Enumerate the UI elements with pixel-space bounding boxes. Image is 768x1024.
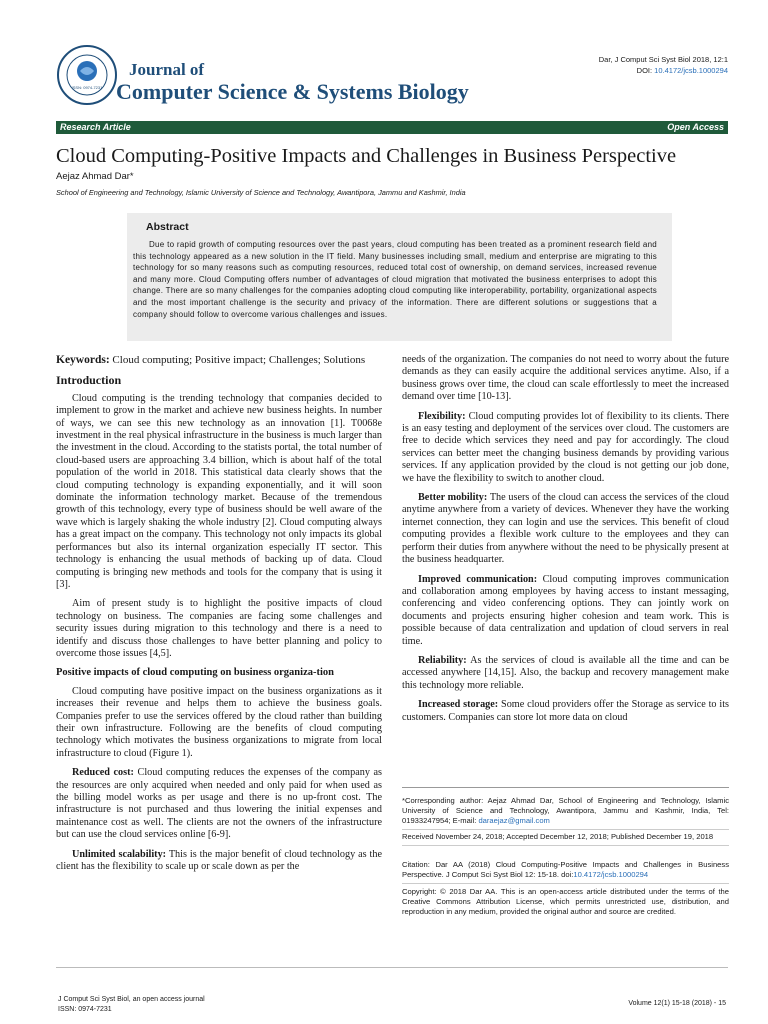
paragraph: Cloud computing is the trending technology that companies decided to implement to grow in the market and achieve new business heights. In number of ways, we can see this new technology as an innovation [1]. T0068e investment in the real physical infrastructure in the business is much larger than the investment in the cloud. According to the statists portal, the total number of cloud-based users are approaching 3.4 billion, which is about half of the total population of the world in 2018. This statistical data clearly shows that the cloud computing technology is expanding exponentially, and it will soon dominate the information technology market. Because of the tremendous growth of this technology, every type of business should be well aware of the wave which is largely shaking the whole industry [2]. Cloud computing always has a great impact on the company. This technology not only impacts its global performances but also its internal organization especially IT sector. This technology is enhancing the usual methods of backing up of data. Cloud computing is bringing new methods and tools for the company that is using it [3].: [56, 392, 382, 590]
paragraph: [402, 699, 729, 724]
dates-note: [402, 832, 729, 846]
article-type-bar: [56, 121, 728, 134]
copyright-note: Copyright: © 2018 Dar AA. This is an open-access article distributed under the terms of the Creative Commons Attribution License, which permits unrestricted use, distribution, and reproduction in any medium, provided the original author and source are credited.: [402, 887, 729, 916]
header-citation: Dar, J Comput Sci Syst Biol 2018, 12:1: [598, 55, 728, 64]
citation-doi-link[interactable]: 10.4172/jcsb.1000294: [573, 870, 649, 879]
abstract-heading: Abstract: [146, 221, 189, 233]
citation-text: Citation: Dar AA (2018) Cloud Computing-Positive Impacts and Challenges in Business Perspective. J Comput Sci Syst Biol 12: 15-18. doi:: [402, 860, 729, 879]
paragraph: [402, 574, 729, 648]
journal-logo: [56, 44, 118, 106]
reduced-cost-text: Cloud computing reduces the expenses of the company as the resources are only acquired when needed and only paid for when used as the billing model works as per usage and there is no up-front cost. The infrastructure is not purchased and thus lowering the initial expenses and maintenance cost as well. The clients are not the owners of the infrastructure but can use the cloud services online [6-9].: [56, 767, 383, 841]
paragraph: [402, 655, 729, 692]
better-mobility-label: Better mobility:: [418, 492, 488, 504]
article-title: Cloud Computing-Positive Impacts and Challenges in Business Perspective: [56, 145, 677, 167]
header-doi: [637, 66, 728, 75]
unlimited-scalability-label: Unlimited scalability:: [72, 848, 167, 860]
paragraph: needs of the organization. The companies do not need to worry about the future demands as they can easily acquire the additional services anytime. Also, if a business grows over time, the cloud can scale effortlessly to meet the increased demand over time [10-13].: [402, 354, 729, 403]
reliability-label: Reliability:: [418, 654, 467, 666]
research-article-label: Research Article: [60, 122, 131, 132]
improved-communication-text: Cloud computing improves communication and collaboration among employees by having access to instant messaging, conferencing and video conferencing options. They can jointly work on documents and projects ensuring higher cohesion and team work. This is possible because of data centralization and updation of cloud servers in real time.: [402, 573, 729, 647]
increased-storage-text: Some cloud providers offer the Storage as service to its customers. Companies can store lot more data on cloud: [402, 699, 729, 723]
reduced-cost-label: Reduced cost:: [72, 767, 134, 779]
logo-issn-text: ISSN: 0974-7231: [71, 85, 103, 90]
open-access-label: Open Access: [667, 122, 724, 132]
keywords-text: Cloud computing; Positive impact; Challenges; Solutions: [112, 354, 366, 366]
flexibility-text: Cloud computing provides lot of flexibility to its clients. There is an easy testing and deployment of the services over cloud. The customers are free to decide which services they need and pay for accordingly. The cloud services can better meet the changing business demands by providing various services. If any application provided by the cloud is not getting our job done, we have the flexibility to switch to another cloud.: [402, 410, 730, 484]
footer-volume-page: Volume 12(1) 15-18 (2018) - 15: [628, 1000, 726, 1007]
improved-communication-label: Improved communication:: [418, 573, 538, 585]
body-column-left: [56, 354, 382, 880]
dates-text: Received November 24, 2018; Accepted December 12, 2018; Published December 19, 2018: [402, 832, 714, 841]
abstract-text: Due to rapid growth of computing resources over the past years, cloud computing has been treated as a prominent research field and this technology appeared as a new solution in the IT field. Many businesses including small, medium and enterprise are migrating to this technology for so many reasons such as computing resources, reduced total cost of ownership, on demand services, increased revenue and many more. Cloud Computing offers number of advantages of cloud migration that motivated the business enterprises to adopt this change. There are so many challenges for the companies adopting cloud computing like interoperability, portability, organizational aspects and the most important challenge is the security and privacy of the information. There are different solutions or suggestions that a company should follow to overcome various challenges and issues.: [133, 240, 657, 319]
increased-storage-label: Increased storage:: [418, 699, 499, 711]
footer-divider: [56, 967, 728, 968]
paragraph: [56, 849, 382, 874]
footer-issn: ISSN: 0974-7231: [58, 1006, 112, 1013]
better-mobility-text: The users of the cloud can access the services of the cloud anytime anywhere from a variety of devices. Whenever they have the working internet connection, they can login and use the services. This benefit of cloud computing provides a flexible work culture to the employees and they can perform their duties from anywhere without the need to be physically present at the business headquarter.: [402, 492, 729, 566]
paragraph: [402, 411, 729, 485]
citation-note: [402, 860, 729, 884]
doi-link[interactable]: 10.4172/jcsb.1000294: [654, 66, 728, 75]
reliability-text: As the services of cloud is available all the time and can be accessed anywhere [14,15]. Also, the backup and recovery management make this technology more reliable.: [402, 654, 730, 691]
paragraph: [56, 767, 382, 841]
flexibility-label: Flexibility:: [418, 410, 466, 422]
author-email-link[interactable]: daraejaz@gmail.com: [478, 816, 550, 825]
paragraph: Cloud computing have positive impact on the business organizations as it increases their revenue and helps them to achieve the business goals. Companies prefer to use the services offered by the cloud rather than building their own infrastructure. Following are the benefits of cloud computing technology which motivates the business organizations to migrate from local infrastructure to cloud (Figure 1).: [56, 685, 382, 759]
corresponding-author-text: *Corresponding author: Aejaz Ahmad Dar, School of Engineering and Technology, Islamic University of Science and Technology, Awantipora, Jammu and Kashmir, India, Tel: 01933247954; E-mail:: [402, 796, 729, 825]
footnote-separator: [402, 829, 729, 830]
article-author: Aejaz Ahmad Dar*: [56, 171, 134, 182]
author-affiliation: School of Engineering and Technology, Islamic University of Science and Technology, Awantipora, Jammu and Kashmir, India: [56, 188, 466, 197]
keywords-label: Keywords:: [56, 354, 110, 366]
introduction-heading: Introduction: [56, 373, 122, 388]
unlimited-scalability-text: This is the major benefit of cloud technology as the client has the flexibility to scale up or scale down as per the: [56, 848, 382, 873]
doi-label: DOI:: [636, 66, 653, 75]
body-column-right: [402, 354, 729, 731]
journal-name: Computer Science & Systems Biology: [116, 79, 469, 104]
corresponding-author-note: [402, 796, 729, 830]
positive-impacts-heading: Positive impacts of cloud computing on business organiza-tion: [56, 667, 334, 679]
keywords: [56, 354, 382, 366]
footnote-separator: [402, 883, 729, 884]
paragraph: Aim of present study is to highlight the positive impacts of cloud technology on business. The companies are facing some challenges and security issues during migration to this technology and there is a need to identify and discuss those challenges to have better planning and policy to overcome those issues [4,5].: [56, 598, 382, 659]
footer-journal: J Comput Sci Syst Biol, an open access journal: [58, 996, 205, 1003]
paragraph: [402, 492, 729, 566]
journal-of-label: Journal of: [129, 60, 205, 79]
footnote-separator: [402, 845, 729, 846]
footnote-divider: [402, 787, 729, 788]
